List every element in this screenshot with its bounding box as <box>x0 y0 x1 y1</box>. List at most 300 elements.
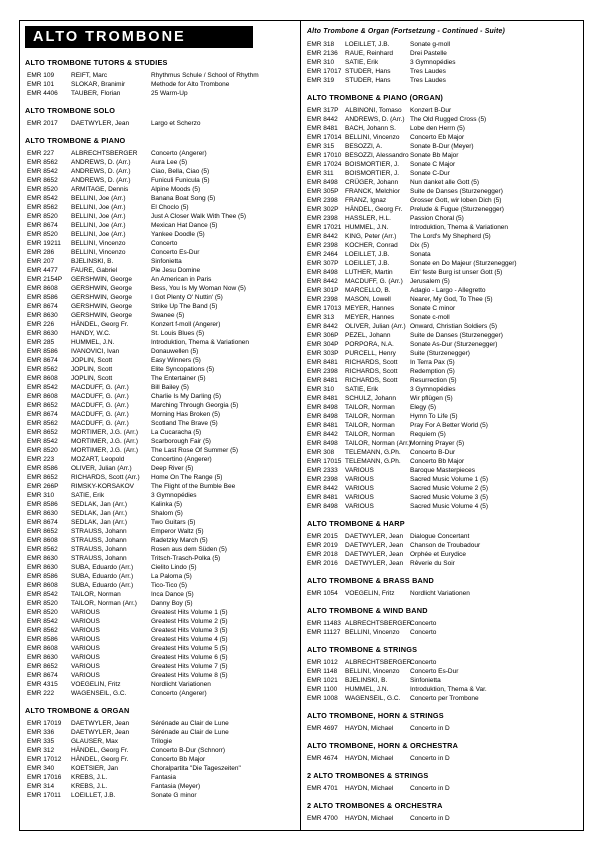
ref-number: EMR 223 <box>27 456 55 463</box>
title: Lobe den Herrn (5) <box>410 125 465 132</box>
composer: BELLINI, Vincenzo <box>71 240 126 247</box>
catalog-section <box>25 106 294 128</box>
ref-number: EMR 8520 <box>27 600 58 607</box>
ref-number: EMR 286 <box>27 249 55 256</box>
composer: MORTIMER, J.G. (Arr.) <box>71 447 139 454</box>
title: Greatest Hits Volume 6 (5) <box>151 654 228 661</box>
title: Sonate C-Dur <box>410 170 450 177</box>
ref-number: EMR 8562 <box>27 159 58 166</box>
ref-number: EMR 2398 <box>307 197 338 204</box>
catalog-row <box>307 628 579 637</box>
catalog-row <box>307 412 579 421</box>
composer: KOETSIER, Jan <box>71 765 118 772</box>
ref-number: EMR 8562 <box>27 546 58 553</box>
catalog-row <box>307 367 579 376</box>
composer: MEYER, Hannes <box>345 314 395 321</box>
composer: WAGENSEIL, G.C. <box>71 690 127 697</box>
composer: VARIOUS <box>345 503 374 510</box>
title: Sacred Music Volume 3 (5) <box>410 494 489 501</box>
catalog-row <box>25 545 294 554</box>
catalog-section <box>307 801 579 823</box>
catalog-row <box>307 457 579 466</box>
title: Choralpartita "Die Tageszeiten" <box>151 765 241 772</box>
ref-number: EMR 4674 <box>307 755 338 762</box>
ref-number: EMR 310 <box>307 59 335 66</box>
ref-number: EMR 8442 <box>307 323 338 330</box>
catalog-row <box>307 394 579 403</box>
ref-number: EMR 8498 <box>307 269 338 276</box>
ref-number: EMR 306P <box>307 332 339 339</box>
title: Concerto in D <box>410 815 450 822</box>
composer: ANDREWS, D. (Arr.) <box>71 177 131 184</box>
title: The Lord's My Shepherd (5) <box>410 233 491 240</box>
ref-number: EMR 8562 <box>27 204 58 211</box>
composer: BELLINI, Joe (Arr.) <box>71 213 126 220</box>
composer: LOEILLET, J.B. <box>345 41 390 48</box>
title: Introduktion, Thema & Variationen <box>410 224 509 231</box>
ref-number: EMR 2398 <box>307 368 338 375</box>
catalog-row <box>25 239 294 248</box>
ref-number: EMR 17019 <box>27 720 62 727</box>
catalog-row <box>307 142 579 151</box>
catalog-row <box>25 167 294 176</box>
catalog-row <box>307 313 579 322</box>
ref-number: EMR 8442 <box>307 278 338 285</box>
catalog-row <box>25 764 294 773</box>
catalog-row <box>25 671 294 680</box>
composer: RICHARDS, Scott (Arr.) <box>71 474 140 481</box>
catalog-row <box>307 196 579 205</box>
title: Greatest Hits Volume 4 (5) <box>151 636 228 643</box>
catalog-row <box>307 349 579 358</box>
ref-number: EMR 8586 <box>27 294 58 301</box>
title: La Paloma (5) <box>151 573 192 580</box>
title: Konzert f-moll (Angerer) <box>151 321 221 328</box>
title: Tres Laudes <box>410 68 446 75</box>
title: El Choclo (5) <box>151 204 189 211</box>
composer: STRAUSS, Johann <box>71 528 127 535</box>
composer: STRAUSS, Johann <box>71 546 127 553</box>
catalog-row <box>307 484 579 493</box>
ref-number: EMR 8562 <box>27 420 58 427</box>
composer: TAILOR, Norman <box>345 431 395 438</box>
title: Easy Winners (5) <box>151 357 201 364</box>
catalog-row <box>307 475 579 484</box>
catalog-row <box>25 473 294 482</box>
ref-number: EMR 8630 <box>27 510 58 517</box>
title: La Cucaracha (5) <box>151 429 202 436</box>
ref-number: EMR 301P <box>307 287 339 294</box>
ref-number: EMR 1021 <box>307 677 338 684</box>
ref-number: EMR 307P <box>307 260 339 267</box>
title: Sacred Music Volume 4 (5) <box>410 503 489 510</box>
ref-number: EMR 17015 <box>307 458 342 465</box>
composer: HUMMEL, J.N. <box>345 224 389 231</box>
ref-number: EMR 222 <box>27 690 55 697</box>
title: Fantasia <box>151 774 176 781</box>
catalog-row <box>307 559 579 568</box>
title: Ciao, Bella, Ciao (5) <box>151 168 210 175</box>
composer: GLAUSER, Max <box>71 738 118 745</box>
catalog-row <box>25 293 294 302</box>
catalog-row <box>25 446 294 455</box>
ref-number: EMR 317P <box>307 107 339 114</box>
title: Introduktion, Thema & Var. <box>410 686 487 693</box>
composer: MOZART, Leopold <box>71 456 125 463</box>
ref-number: EMR 8498 <box>307 413 338 420</box>
catalog-row <box>307 676 579 685</box>
composer: GERSHWIN, George <box>71 276 133 283</box>
composer: BELLINI, Vincenzo <box>345 629 400 636</box>
ref-number: EMR 17012 <box>27 756 62 763</box>
ref-number: EMR 17014 <box>307 134 342 141</box>
section-heading: ALTO TROMBONE & STRINGS <box>307 645 418 654</box>
composer: DAETWYLER, Jean <box>345 542 404 549</box>
catalog-row <box>307 151 579 160</box>
composer: TAILOR, Norman <box>345 413 395 420</box>
composer: HÄNDEL, Georg Fr. <box>71 321 129 328</box>
title: Hymn To Life (5) <box>410 413 458 420</box>
composer: VARIOUS <box>71 627 100 634</box>
title: Greatest Hits Volume 5 (5) <box>151 645 228 652</box>
title: Introduktion, Thema & Variationen <box>151 339 250 346</box>
title: Sacred Music Volume 1 (5) <box>410 476 489 483</box>
catalog-row <box>25 149 294 158</box>
catalog-row <box>307 67 579 76</box>
composer: MORTIMER, J.G. (Arr.) <box>71 429 139 436</box>
catalog-row <box>25 680 294 689</box>
catalog-row <box>307 421 579 430</box>
catalog-row <box>25 194 294 203</box>
ref-number: EMR 8520 <box>27 213 58 220</box>
title: Strike Up The Band (5) <box>151 303 218 310</box>
composer: OLIVER, Julian (Arr.) <box>345 323 406 330</box>
catalog-row <box>307 178 579 187</box>
ref-number: EMR 8481 <box>307 359 338 366</box>
catalog-row <box>25 581 294 590</box>
catalog-row <box>307 241 579 250</box>
composer: HÄNDEL, Georg Fr. <box>71 756 129 763</box>
catalog-row <box>25 455 294 464</box>
composer: BACH, Johann S. <box>345 125 396 132</box>
title: Fantasia (Meyer) <box>151 783 201 790</box>
composer: BELLINI, Joe (Arr.) <box>71 231 126 238</box>
composer: MACDUFF, G. (Arr.) <box>71 402 129 409</box>
title: Mexican Hat Dance (5) <box>151 222 218 229</box>
ref-number: EMR 2018 <box>307 551 338 558</box>
ref-number: EMR 8586 <box>27 636 58 643</box>
composer: HUMMEL, J.N. <box>345 686 389 693</box>
ref-number: EMR 8652 <box>27 402 58 409</box>
catalog-row <box>307 232 579 241</box>
composer: DAETWYLER, Jean <box>345 533 404 540</box>
composer: TELEMANN, G.Ph. <box>345 458 401 465</box>
ref-number: EMR 1012 <box>307 659 338 666</box>
title: Sonate Bb Major <box>410 152 459 159</box>
catalog-row <box>25 689 294 698</box>
title: Largo et Scherzo <box>151 120 201 127</box>
catalog-row <box>307 205 579 214</box>
title: Scarborough Fair (5) <box>151 438 211 445</box>
catalog-row <box>307 493 579 502</box>
catalog-section <box>307 741 579 763</box>
composer: SEDLAK, Jan (Arr.) <box>71 519 127 526</box>
title: Trilogie <box>151 738 173 745</box>
title: In Terra Pax (5) <box>410 359 455 366</box>
composer: OLIVER, Julian (Arr.) <box>71 465 132 472</box>
composer: STRAUSS, Johann <box>71 555 127 562</box>
title: Bill Bailey (5) <box>151 384 189 391</box>
catalog-row <box>307 340 579 349</box>
title: 25 Warm-Up <box>151 90 188 97</box>
ref-number: EMR 310 <box>27 492 55 499</box>
title: Greatest Hits Volume 3 (5) <box>151 627 228 634</box>
catalog-row <box>307 619 579 628</box>
composer: JOPLIN, Scott <box>71 375 113 382</box>
title: Greatest Hits Volume 2 (5) <box>151 618 228 625</box>
title: Concerto in D <box>410 725 450 732</box>
page-title-banner <box>25 26 253 48</box>
composer: HÄNDEL, Georg Fr. <box>345 206 403 213</box>
composer: BELLINI, Vincenzo <box>71 249 126 256</box>
catalog-row <box>25 203 294 212</box>
catalog-row <box>25 365 294 374</box>
ref-number: EMR 335 <box>27 738 55 745</box>
composer: RICHARDS, Scott <box>345 377 398 384</box>
composer: REIFT, Marc <box>71 72 108 79</box>
section-heading: ALTO TROMBONE SOLO <box>25 106 116 115</box>
catalog-section <box>25 706 294 800</box>
ref-number: EMR 8608 <box>27 393 58 400</box>
composer: TAUBER, Florian <box>71 90 121 97</box>
composer: CRÜGER, Johann <box>345 179 399 186</box>
title: Sacred Music Volume 2 (5) <box>410 485 489 492</box>
composer: VARIOUS <box>345 485 374 492</box>
catalog-row <box>307 76 579 85</box>
title: Dialogue Concertant <box>410 533 470 540</box>
catalog-row <box>25 401 294 410</box>
ref-number: EMR 8630 <box>27 312 58 319</box>
composer: RAUE, Reinhard <box>345 50 394 57</box>
ref-number: EMR 4315 <box>27 681 58 688</box>
ref-number: EMR 315 <box>307 143 335 150</box>
ref-number: EMR 17024 <box>307 161 342 168</box>
title: Charlie Is My Darling (5) <box>151 393 222 400</box>
catalog-row <box>307 532 579 541</box>
section-heading: 2 ALTO TROMBONES & STRINGS <box>307 771 429 780</box>
ref-number: EMR 8442 <box>307 116 338 123</box>
catalog-row <box>25 383 294 392</box>
ref-number: EMR 336 <box>27 729 55 736</box>
composer: HÄNDEL, Georg Fr. <box>71 747 129 754</box>
catalog-row <box>307 724 579 733</box>
composer: IVANOVICI, Ivan <box>71 348 120 355</box>
composer: MARCELLO, B. <box>345 287 391 294</box>
catalog-row <box>25 653 294 662</box>
ref-number: EMR 8652 <box>27 528 58 535</box>
catalog-row <box>25 266 294 275</box>
catalog-row <box>25 71 294 80</box>
catalog-section <box>25 58 294 98</box>
title: Concerto per Trombone <box>410 695 479 702</box>
title: Scotland The Brave (5) <box>151 420 218 427</box>
catalog-row <box>25 563 294 572</box>
composer: VARIOUS <box>345 467 374 474</box>
title: Concerto <box>410 620 437 627</box>
ref-number: EMR 2333 <box>307 467 338 474</box>
ref-number: EMR 8674 <box>27 519 58 526</box>
composer: KING, Peter (Arr.) <box>345 233 397 240</box>
composer: DAETWYLER, Jean <box>71 120 130 127</box>
composer: BELLINI, Joe (Arr.) <box>71 204 126 211</box>
ref-number: EMR 17017 <box>307 68 342 75</box>
section-heading: ALTO TROMBONE, HORN & STRINGS <box>307 711 444 720</box>
ref-number: EMR 8674 <box>27 357 58 364</box>
catalog-row <box>307 667 579 676</box>
ref-number: EMR 8630 <box>27 555 58 562</box>
catalog-section <box>307 519 579 568</box>
title: The Last Rose Of Summer (5) <box>151 447 239 454</box>
composer: VOEGELIN, Fritz <box>345 590 395 597</box>
ref-number: EMR 8481 <box>307 395 338 402</box>
catalog-row <box>25 356 294 365</box>
catalog-row <box>307 502 579 511</box>
ref-number: EMR 19211 <box>27 240 61 247</box>
catalog-row <box>25 212 294 221</box>
title: The Flight of the Bumble Bee <box>151 483 236 490</box>
title: Rhythmus Schule / School of Rhythm <box>151 72 259 79</box>
catalog-row <box>25 311 294 320</box>
catalog-row <box>25 572 294 581</box>
catalog-row <box>25 755 294 764</box>
composer: MACDUFF, G. (Arr.) <box>71 420 129 427</box>
title: Morning Prayer (5) <box>410 440 465 447</box>
composer: BELLINI, Vincenzo <box>345 134 400 141</box>
title: Kalinka (5) <box>151 501 183 508</box>
composer: ANDREWS, D. (Arr.) <box>345 116 405 123</box>
catalog-row <box>307 694 579 703</box>
ref-number: EMR 4701 <box>307 785 338 792</box>
catalog-row <box>307 286 579 295</box>
catalog-row <box>25 500 294 509</box>
catalog-row <box>307 223 579 232</box>
composer: SATIE, Erik <box>345 386 379 393</box>
title: Bess, You Is My Woman Now (5) <box>151 285 246 292</box>
composer: TAILOR, Norman <box>71 591 121 598</box>
catalog-row <box>307 160 579 169</box>
composer: DAETWYLER, Jean <box>71 720 130 727</box>
title: Nordlicht Variationen <box>410 590 470 597</box>
catalog-row <box>307 268 579 277</box>
title: Funiculi Funicula (5) <box>151 177 210 184</box>
composer: TAILOR, Norman (Arr.) <box>71 600 137 607</box>
section-heading: 2 ALTO TROMBONES & ORCHESTRA <box>307 801 443 810</box>
ref-number: EMR 11483 <box>307 620 341 627</box>
catalog-row <box>25 464 294 473</box>
composer: VARIOUS <box>71 663 100 670</box>
composer: HAYDN, Michael <box>345 755 394 762</box>
composer: KOCHER, Conrad <box>345 242 398 249</box>
composer: KREBS, J.L. <box>71 774 108 781</box>
title: Morning Has Broken (5) <box>151 411 220 418</box>
composer: ANDREWS, D. (Arr.) <box>71 159 131 166</box>
composer: LOEILLET, J.B. <box>345 251 390 258</box>
title: Adagio - Largo - Allegretto <box>410 287 486 294</box>
ref-number: EMR 285 <box>27 339 55 346</box>
section-heading: Alto Trombone & Organ (Fortsetzung - Continued - Suite) <box>307 28 506 35</box>
title: Concerto (Angerer) <box>151 150 207 157</box>
title: Grosser Gott, wir loben Dich (5) <box>410 197 502 204</box>
composer: BESOZZI, A. <box>345 143 383 150</box>
ref-number: EMR 1148 <box>307 668 338 675</box>
catalog-row <box>307 169 579 178</box>
composer: GERSHWIN, George <box>71 312 133 319</box>
composer: BOISMORTIER, J. <box>345 161 400 168</box>
page-title: ALTO TROMBONE <box>33 29 186 45</box>
section-heading: ALTO TROMBONE TUTORS & STUDIES <box>25 58 168 67</box>
section-heading: ALTO TROMBONE & PIANO (ORGAN) <box>307 93 444 102</box>
ref-number: EMR 8608 <box>27 645 58 652</box>
ref-number: EMR 310 <box>307 386 335 393</box>
catalog-section <box>307 27 579 85</box>
composer: SUBA, Eduardo (Arr.) <box>71 573 134 580</box>
ref-number: EMR 8608 <box>27 582 58 589</box>
title: Banana Boat Song (5) <box>151 195 216 202</box>
catalog-section <box>307 606 579 637</box>
catalog-row <box>25 791 294 800</box>
title: Nordlicht Variationen <box>151 681 211 688</box>
ref-number: EMR 2019 <box>307 542 338 549</box>
composer: FRANCK, Melchior <box>345 188 400 195</box>
title: Concerto in D <box>410 785 450 792</box>
catalog-row <box>25 509 294 518</box>
ref-number: EMR 8520 <box>27 231 58 238</box>
title: Sonate g-moll <box>410 41 451 48</box>
composer: BELLINI, Vincenzo <box>345 668 400 675</box>
composer: SATIE, Erik <box>345 59 379 66</box>
ref-number: EMR 8652 <box>27 429 58 436</box>
title: Wir pflügen (5) <box>410 395 453 402</box>
title: Suite de Danses (Sturzenegger) <box>410 188 503 195</box>
ref-number: EMR 2398 <box>307 215 338 222</box>
catalog-row <box>25 89 294 98</box>
title: Requiem (5) <box>410 431 446 438</box>
composer: HANDY, W.C. <box>71 330 111 337</box>
composer: DAETWYLER, Jean <box>345 560 404 567</box>
catalog-row <box>307 124 579 133</box>
catalog-row <box>25 437 294 446</box>
composer: VARIOUS <box>71 654 100 661</box>
ref-number: EMR 17013 <box>307 305 342 312</box>
composer: VARIOUS <box>71 618 100 625</box>
title: Tres Laudes <box>410 77 446 84</box>
composer: PORPORA, N.A. <box>345 341 394 348</box>
ref-number: EMR 340 <box>27 765 55 772</box>
title: Greatest Hits Volume 7 (5) <box>151 663 228 670</box>
catalog-row <box>307 754 579 763</box>
composer: PEZEL, Johann <box>345 332 391 339</box>
composer: STRAUSS, Johann <box>71 537 127 544</box>
ref-number: EMR 8608 <box>27 285 58 292</box>
title: Konzert B-Dur <box>410 107 452 114</box>
catalog-row <box>25 482 294 491</box>
composer: MACDUFF, G. (Arr.) <box>71 393 129 400</box>
composer: ALBRECHTSBERGER <box>71 150 138 157</box>
ref-number: EMR 8608 <box>27 375 58 382</box>
composer: TELEMANN, G.Ph. <box>345 449 401 456</box>
ref-number: EMR 8542 <box>27 195 58 202</box>
title: Drei Pastelle <box>410 50 447 57</box>
